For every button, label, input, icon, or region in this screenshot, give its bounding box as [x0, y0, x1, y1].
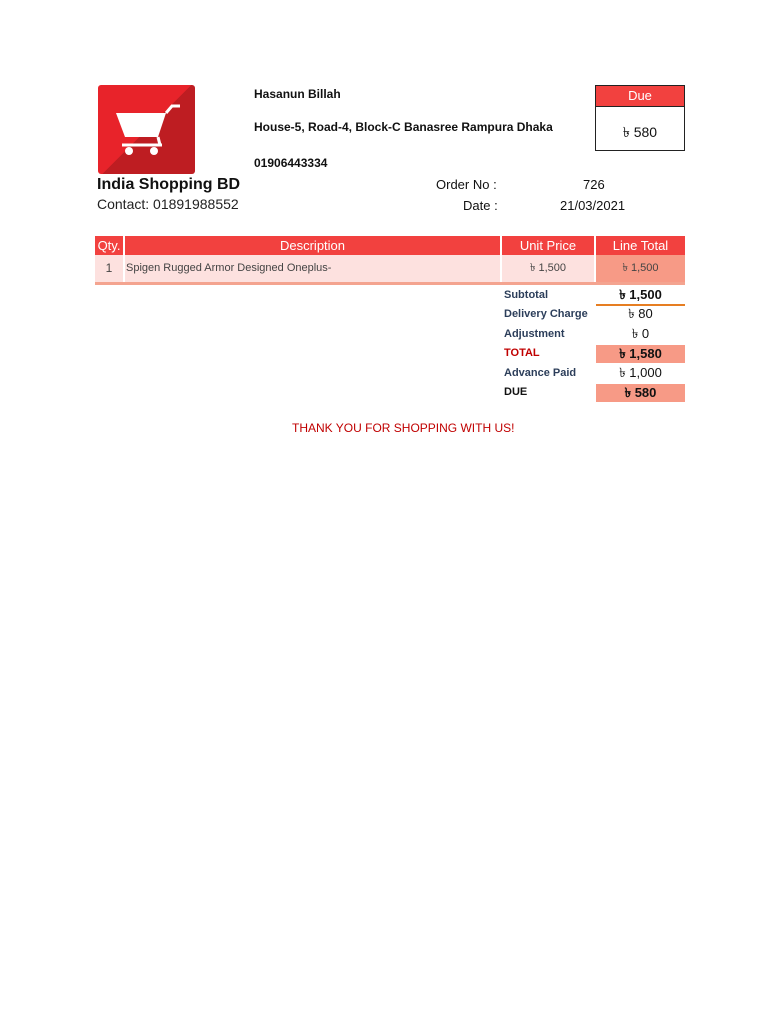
date-value: 21/03/2021	[560, 198, 626, 213]
row-line-total: ৳ 1,500	[596, 255, 685, 282]
shop-logo	[98, 85, 195, 174]
thank-you-message: THANK YOU FOR SHOPPING WITH US!	[292, 421, 515, 435]
subtotal-label: Subtotal	[504, 289, 548, 301]
header-description: Description	[125, 236, 500, 255]
total-label: TOTAL	[504, 347, 540, 359]
due-value: ৳ 580	[596, 384, 685, 402]
shop-name: India Shopping BD	[97, 176, 241, 193]
row-unit-price: ৳ 1,500	[502, 255, 594, 282]
customer-phone: 01906443334	[254, 156, 328, 170]
due-label: DUE	[504, 386, 528, 398]
due-box-value: ৳ 580	[622, 124, 658, 140]
due-box	[595, 85, 685, 151]
shopping-cart-icon	[110, 103, 182, 159]
delivery-charge-value: ৳ 80	[628, 306, 653, 321]
row-description: Spigen Rugged Armor Designed Oneplus-	[125, 255, 500, 282]
shop-contact: Contact: 01891988552	[97, 196, 239, 212]
advance-paid-value: ৳ 1,000	[619, 365, 662, 380]
adjustment-value: ৳ 0	[631, 326, 650, 341]
advance-paid-label: Advance Paid	[504, 367, 577, 379]
total-value: ৳ 1,580	[596, 345, 685, 363]
order-no-value: 726	[583, 177, 605, 192]
date-label: Date :	[463, 198, 498, 213]
customer-name: Hasanun Billah	[254, 87, 341, 101]
customer-address: House-5, Road-4, Block-C Banasree Rampura Dhaka	[254, 120, 553, 134]
subtotal-value: ৳ 1,500	[619, 287, 662, 302]
header-unit-price: Unit Price	[502, 236, 594, 255]
header-line-total: Line Total	[596, 236, 685, 255]
delivery-charge-label: Delivery Charge	[504, 308, 588, 320]
table-divider	[95, 282, 685, 285]
row-qty: 1	[95, 255, 123, 282]
header-qty: Qty.	[95, 236, 123, 255]
adjustment-label: Adjustment	[504, 328, 565, 340]
due-box-label: Due	[596, 86, 684, 107]
order-no-label: Order No :	[436, 177, 497, 192]
